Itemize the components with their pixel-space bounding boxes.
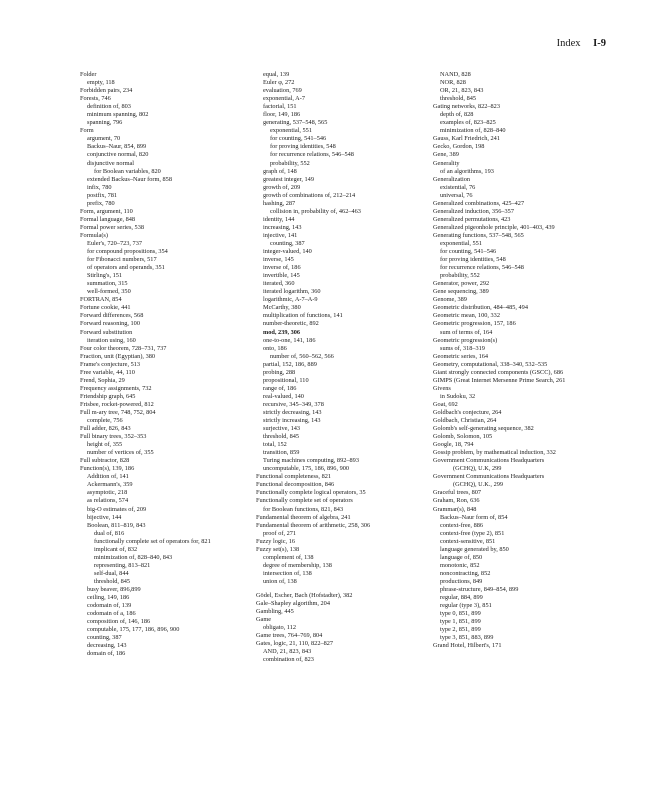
index-entry: Genome, 389 — [433, 296, 467, 304]
index-subentry: functionally complete set of operators for, 821 — [94, 537, 211, 545]
index-subentry: prefix, 780 — [87, 199, 115, 207]
index-entry: Full subtractor, 828 — [80, 457, 130, 465]
index-subentry: Ackermann's, 359 — [87, 481, 133, 489]
index-entry: Gossip problem, by mathematical induction, 332 — [433, 449, 556, 457]
index-subentry: Addition of, 141 — [87, 473, 129, 481]
index-entry: Functional completeness, 821 — [256, 473, 332, 481]
index-entry: GIMPS (Great Internet Mersenne Prime Search, 261 — [433, 376, 566, 384]
index-subentry: factorial, 151 — [263, 103, 297, 111]
index-subentry: OR, 21, 823, 843 — [440, 87, 484, 95]
index-subentry: for recurrence relations, 546–548 — [440, 264, 524, 272]
index-entry: Fundamental theorem of arithmetic, 258, 306 — [256, 521, 371, 529]
index-subentry: empty, 118 — [87, 79, 115, 87]
index-subentry: well-formed, 350 — [87, 288, 131, 296]
index-subentry: uncomputable, 175, 186, 896, 900 — [263, 465, 350, 473]
index-subentry: Euler φ, 272 — [263, 79, 295, 87]
index-subentry: sum of terms of, 164 — [440, 328, 493, 336]
index-subentry: intersection of, 138 — [263, 569, 312, 577]
index-subentry: postfix, 781 — [87, 191, 118, 199]
index-subentry: disjunctive normal — [87, 159, 135, 167]
index-subentry: (GCHQ), U.K, 299 — [453, 465, 502, 473]
index-subentry: exponential, 551 — [440, 239, 482, 247]
index-subentry: surjective, 143 — [263, 425, 301, 433]
index-subentry: language generated by, 850 — [440, 545, 509, 553]
index-entry: Geometry, computational, 338–340, 532–535 — [433, 360, 548, 368]
index-entry: Functionally complete logical operators, 35 — [256, 489, 366, 497]
index-subentry: collision in, probability of, 462–463 — [270, 207, 361, 215]
index-entry: Four color theorem, 728–731, 737 — [80, 344, 167, 352]
index-subentry: onto, 186 — [263, 344, 287, 352]
index-entry: Generality — [433, 159, 460, 167]
index-subentry: growth of, 209 — [263, 183, 301, 191]
index-entry: Forests, 746 — [80, 95, 111, 103]
index-subentry: for proving identities, 548 — [440, 256, 506, 264]
index-subentry: existential, 76 — [440, 183, 476, 191]
index-subentry: asymptotic, 218 — [87, 489, 128, 497]
index-subentry: invertible, 145 — [263, 272, 300, 280]
index-entry: Full m-ary tree, 748, 752, 804 — [80, 408, 156, 416]
index-subentry: type 0, 851, 899 — [440, 610, 481, 618]
index-entry: Fuzzy logic, 16 — [256, 537, 295, 545]
index-subentry: exponential, 551 — [270, 127, 312, 135]
index-subentry: threshold, 845 — [94, 577, 131, 585]
index-subentry: Turing machines computing, 892–893 — [263, 457, 359, 465]
index-entry: Graceful trees, 807 — [433, 489, 482, 497]
index-subentry: monotonic, 852 — [440, 561, 480, 569]
index-entry: Generalized induction, 356–357 — [433, 207, 514, 215]
index-entry: Geometric progression, 157, 186 — [433, 320, 516, 328]
index-subentry: regular (type 3), 851 — [440, 602, 492, 610]
index-subentry: counting, 387 — [270, 239, 305, 247]
index-entry: Gene, 389 — [433, 151, 459, 159]
index-subentry: context-free (type 2), 851 — [440, 529, 505, 537]
index-entry: Formula(s) — [80, 231, 108, 239]
index-subentry: examples of, 823–825 — [440, 119, 496, 127]
index-subentry: of operators and operands, 351 — [87, 264, 165, 272]
index-entry: Fundamental theorem of algebra, 241 — [256, 513, 351, 521]
index-subentry: real-valued, 140 — [263, 392, 304, 400]
index-entry: Gale–Shapley algorithm, 204 — [256, 600, 330, 608]
index-subentry: generating, 537–548, 565 — [263, 119, 328, 127]
index-entry: Forward differences, 568 — [80, 312, 144, 320]
index-entry: Golomb's self-generating sequence, 382 — [433, 425, 534, 433]
index-subentry: big-O estimates of, 209 — [87, 505, 147, 513]
index-entry: Goat, 692 — [433, 400, 458, 408]
index-entry: Gene sequencing, 389 — [433, 288, 489, 296]
index-subentry: combination of, 823 — [263, 656, 314, 664]
index-entry: Geometric series, 164 — [433, 352, 489, 360]
index-entry: Goldbach's conjecture, 264 — [433, 408, 502, 416]
index-subentry: iterated logarithm, 360 — [263, 288, 321, 296]
index-entry: Full adder, 826, 843 — [80, 425, 131, 433]
index-entry: Grand Hotel, Hilbert's, 171 — [433, 642, 502, 650]
index-subentry: exponential, A-7 — [263, 95, 305, 103]
index-column-2 — [256, 71, 430, 664]
index-subentry: transition, 859 — [263, 449, 300, 457]
index-entry: Government Communications Headquarters — [433, 473, 545, 481]
index-subentry: equal, 139 — [263, 71, 290, 78]
index-subentry: number of vertices of, 355 — [87, 449, 154, 457]
index-subentry: evaluation, 769 — [263, 87, 302, 95]
index-subentry: complement of, 138 — [263, 553, 314, 561]
index-subentry: regular, 884, 899 — [440, 594, 483, 602]
index-entry: Formal language, 848 — [80, 215, 136, 223]
index-entry: Gauss, Karl Friedrich, 241 — [433, 135, 500, 143]
index-entry: Form — [80, 127, 94, 135]
index-entry: Grammar(s), 848 — [433, 505, 477, 513]
index-entry: Giant strongly connected components (GSCC), 686 — [433, 368, 564, 376]
index-column-3 — [433, 71, 618, 650]
index-subentry: conjunctive normal, 820 — [87, 151, 149, 159]
index-subentry: noncontracting, 852 — [440, 569, 491, 577]
index-subentry: range of, 186 — [263, 384, 297, 392]
index-entry: FORTRAN, 854 — [80, 296, 122, 304]
index-subentry: strictly decreasing, 143 — [263, 408, 322, 416]
index-subentry: Boolean, 811–819, 843 — [87, 521, 146, 529]
index-subentry: growth of combinations of, 212–214 — [263, 191, 356, 199]
index-subentry: threshold, 845 — [440, 95, 477, 103]
index-entry: Friendship graph, 645 — [80, 392, 136, 400]
index-subentry: number-theoretic, 892 — [263, 320, 319, 328]
index-subentry: hashing, 287 — [263, 199, 296, 207]
index-entry: Frend, Sophia, 29 — [80, 376, 125, 384]
index-subentry: increasing, 143 — [263, 223, 302, 231]
index-subentry: greatest integer, 149 — [263, 175, 314, 183]
index-entry: Goldbach, Christian, 264 — [433, 417, 497, 425]
index-subentry: for proving identities, 548 — [270, 143, 336, 151]
index-subentry: depth of, 828 — [440, 111, 474, 119]
index-subentry: height of, 355 — [87, 441, 123, 449]
index-subentry: codomain of, 139 — [87, 602, 132, 610]
index-subentry: number of, 560–562, 566 — [270, 352, 334, 360]
index-entry: Generalized permutations, 423 — [433, 215, 511, 223]
index-entry: Forward substitution — [80, 328, 133, 336]
index-subentry: recursive, 345–349, 378 — [263, 400, 324, 408]
index-subentry: productions, 849 — [440, 577, 483, 585]
index-entry: Geometric progression(s) — [433, 336, 498, 344]
section-title: Index — [556, 38, 581, 49]
index-subentry: sums of, 318–319 — [440, 344, 485, 352]
index-subentry: inverse, 145 — [263, 256, 294, 264]
index-subentry: graph of, 148 — [263, 167, 297, 175]
index-subentry: for counting, 541–546 — [440, 248, 497, 256]
index-subentry: of an algorithms, 193 — [440, 167, 494, 175]
index-entry: Forward reasoning, 100 — [80, 320, 140, 328]
index-subentry: iteration using, 160 — [87, 336, 136, 344]
index-subentry: infix, 780 — [87, 183, 112, 191]
index-entry: Gambling, 445 — [256, 608, 294, 616]
index-entry: Golomb, Solomon, 105 — [433, 433, 493, 441]
index-subentry: codomain of a, 186 — [87, 610, 136, 618]
index-subentry: for recurrence relations, 546–548 — [270, 151, 354, 159]
index-subentry: extended Backus–Naur form, 858 — [87, 175, 172, 183]
index-subentry: self-dual, 844 — [94, 569, 129, 577]
index-subentry: argument, 70 — [87, 135, 121, 143]
index-subentry: total, 152 — [263, 441, 287, 449]
index-subentry: AND, 21, 823, 843 — [263, 648, 312, 656]
index-subentry: NAND, 828 — [440, 71, 471, 78]
index-subentry: integer-valued, 140 — [263, 248, 312, 256]
index-subentry: injective, 141 — [263, 231, 298, 239]
index-entry: Frisbee, rocket-powered, 812 — [80, 400, 154, 408]
index-subentry: as relations, 574 — [87, 497, 129, 505]
index-subentry: obligato, 112 — [263, 624, 296, 632]
index-subentry: probing, 288 — [263, 368, 296, 376]
index-subentry: strictly increasing, 143 — [263, 417, 321, 425]
index-subentry: bijective, 144 — [87, 513, 122, 521]
index-entry: Google, 18, 794 — [433, 441, 474, 449]
index-entry: Formal power series, 538 — [80, 223, 145, 231]
running-header — [557, 38, 606, 49]
index-subentry: busy beaver, 896,899 — [87, 586, 141, 593]
index-subentry: domain of, 186 — [87, 650, 126, 658]
index-entry: Fuzzy set(s), 138 — [256, 545, 300, 553]
index-entry: Game — [256, 616, 272, 624]
index-entry: Function(s), 139, 186 — [80, 465, 135, 473]
index-entry: Fraction, unit (Egyptian), 380 — [80, 352, 156, 360]
index-subentry: minimization of, 828–840 — [440, 127, 506, 135]
index-entry: Functional decomposition, 846 — [256, 481, 335, 489]
index-entry: Generalization — [433, 175, 471, 183]
index-subentry: for counting, 541–546 — [270, 135, 327, 143]
index-entry: Graham, Ron, 636 — [433, 497, 480, 505]
index-subentry: definition of, 803 — [87, 103, 131, 111]
index-entry: Game trees, 764–769, 804 — [256, 632, 323, 640]
index-entry: Frame's conjecture, 513 — [80, 360, 141, 368]
index-subentry: dual of, 816 — [94, 529, 125, 537]
index-subentry: multiplication of functions, 141 — [263, 312, 343, 320]
index-subentry: universal, 76 — [440, 191, 473, 199]
index-subentry: propositional, 110 — [263, 376, 309, 384]
index-subentry: type 2, 851, 899 — [440, 626, 481, 634]
index-entry: Gödel, Escher, Bach (Hofstadter), 382 — [256, 592, 353, 599]
index-subentry: probability, 552 — [270, 159, 310, 167]
index-entry: Generating functions, 537–548, 565 — [433, 231, 524, 239]
index-subentry: for Fibonacci numbers, 517 — [87, 256, 157, 264]
index-subentry: inverse of, 186 — [263, 264, 301, 272]
index-subentry: degree of membership, 138 — [263, 561, 332, 569]
index-subentry: one-to-one, 141, 186 — [263, 336, 316, 344]
index-subentry: logarithmic, A-7–A-9 — [263, 296, 318, 304]
index-subentry: minimization of, 828–840, 843 — [94, 553, 173, 561]
index-entry: Geometric distribution, 484–485, 494 — [433, 304, 528, 312]
index-subentry: representing, 813–821 — [94, 561, 151, 569]
index-subentry: partial, 152, 186, 889 — [263, 360, 317, 368]
index-entry: Folder — [80, 71, 97, 78]
index-subentry: decreasing, 143 — [87, 642, 127, 650]
index-column-1 — [80, 71, 248, 658]
index-subentry: context-sensitive, 851 — [440, 537, 496, 545]
index-subentry: implicant of, 832 — [94, 545, 138, 553]
index-entry: Gecko, Gordon, 198 — [433, 143, 485, 151]
index-entry: Free variable, 44, 110 — [80, 368, 135, 376]
index-entry: Generalized combinations, 425–427 — [433, 199, 525, 207]
index-entry: Frequency assignments, 732 — [80, 384, 152, 392]
index-subentry: for Boolean variables, 820 — [94, 167, 161, 175]
index-subentry: threshold, 845 — [263, 433, 300, 441]
index-subentry: iterated, 360 — [263, 280, 295, 288]
index-subentry: Backus–Naur, 854, 899 — [87, 143, 147, 151]
index-entry: Givens — [433, 384, 451, 392]
index-entry: Generalized pigeonhole principle, 401–403, 439 — [433, 223, 555, 231]
index-subentry: identity, 144 — [263, 215, 295, 223]
index-subentry: spanning, 796 — [87, 119, 123, 127]
index-entry: Generator, power, 292 — [433, 280, 490, 288]
index-subentry: ceiling, 149, 186 — [87, 594, 130, 602]
index-subentry: complete, 756 — [87, 417, 123, 425]
index-subentry: McCarthy, 380 — [263, 304, 301, 312]
index-subentry: proof of, 271 — [263, 529, 297, 537]
index-subentry: summation, 315 — [87, 280, 128, 288]
index-subentry: counting, 387 — [87, 634, 122, 642]
index-subentry: floor, 149, 186 — [263, 111, 301, 119]
page-number: I-9 — [593, 38, 606, 49]
index-subentry: for Boolean functions, 821, 843 — [263, 505, 344, 513]
index-entry: Functionally complete set of operators — [256, 497, 353, 505]
index-subentry: in Sudoku, 32 — [440, 392, 476, 400]
index-subentry: type 3, 851, 883, 899 — [440, 634, 494, 642]
index-subentry: probability, 552 — [440, 272, 480, 280]
index-entry: Form, argument, 110 — [80, 207, 133, 215]
index-subentry: (GCHQ), U.K., 299 — [453, 481, 504, 489]
index-subentry: computable, 175, 177, 186, 896, 900 — [87, 626, 180, 634]
index-subentry: context-free, 886 — [440, 521, 484, 529]
index-entry: Forbidden pairs, 234 — [80, 87, 133, 95]
index-subentry: language of, 850 — [440, 553, 483, 561]
index-subentry: Stirling's, 151 — [87, 272, 123, 280]
index-subentry: Backus–Naur form of, 854 — [440, 513, 508, 521]
index-entry: Fortune cookie, 441 — [80, 304, 131, 312]
index-subentry: NOR, 828 — [440, 79, 466, 87]
index-subentry: union of, 138 — [263, 577, 297, 585]
index-subentry: type 1, 851, 899 — [440, 618, 481, 626]
index-subentry: composition of, 146, 186 — [87, 618, 151, 626]
index-entry: Gating networks, 822–823 — [433, 103, 500, 111]
index-entry: Full binary trees, 352–353 — [80, 433, 147, 441]
index-subentry: Euler's, 720–723, 737 — [87, 239, 143, 247]
index-subentry: for compound propositions, 354 — [87, 248, 168, 256]
index-subentry: minimum spanning, 802 — [87, 111, 149, 119]
index-entry: Government Communications Headquarters — [433, 457, 545, 465]
index-entry: Geometric mean, 100, 332 — [433, 312, 500, 320]
index-entry: Gates, logic, 21, 110, 822–827 — [256, 640, 334, 648]
index-subentry: mod, 239, 306 — [263, 328, 301, 336]
index-subentry: phrase-structure, 849–854, 899 — [440, 586, 519, 593]
